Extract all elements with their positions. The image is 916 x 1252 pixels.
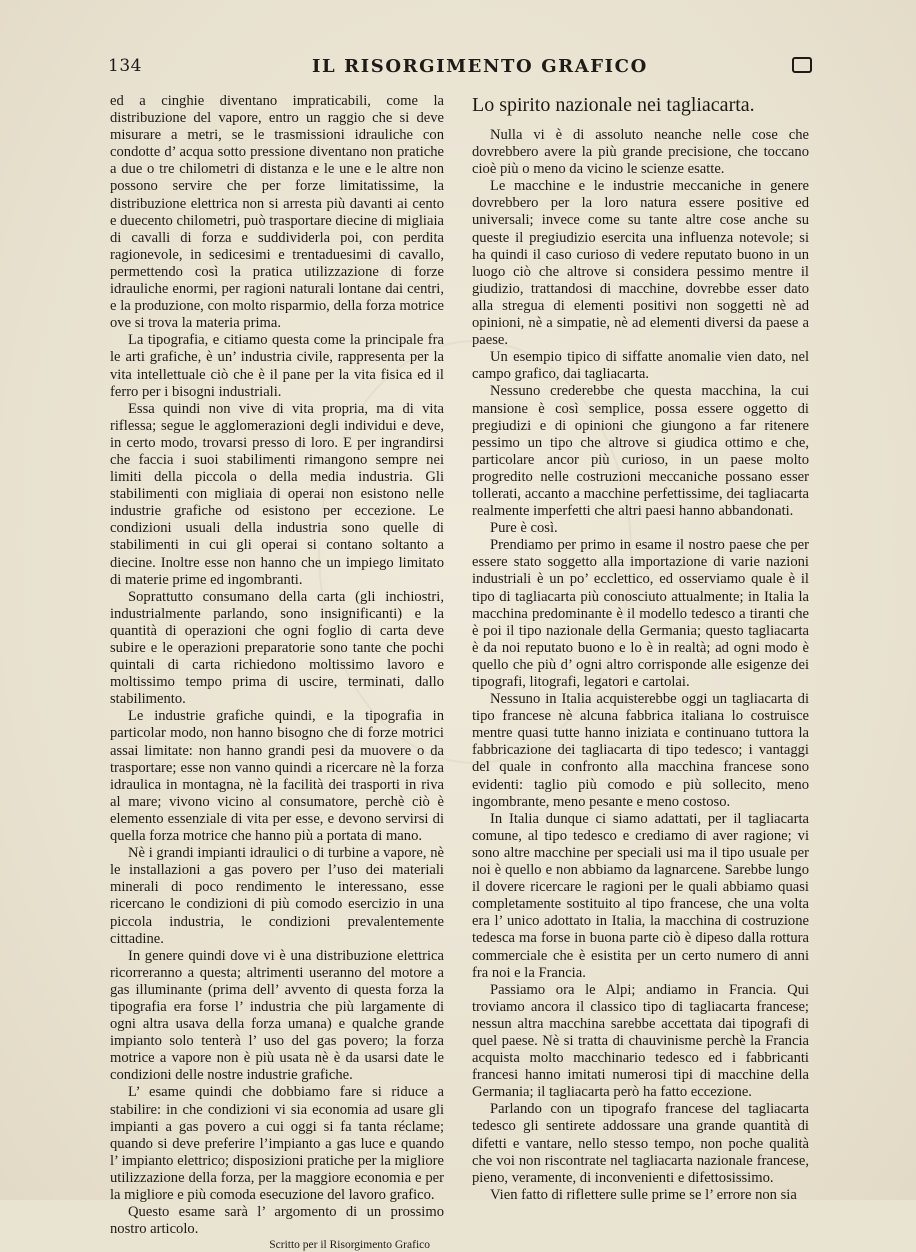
page-header bbox=[108, 56, 812, 80]
paragraph: Essa quindi non vive di vita propria, ma di vita riflessa; segue le agglomerazioni degli individui e deve, in certo modo, trovarsi presso di loro. E per ingrandirsi che faccia i suoi stabilimenti rimangono sempre nei limiti della piccola o della media industria. Gli stabilimenti con migliaia di operai non esistono nelle industrie grafiche od esistono per eccezione. Le condizioni usuali della industria sono quelle di stabilimenti in cui gli operai si contano soltanto a diecine. Inoltre esse non hanno che un impiego limitato di materie prime ed ingombranti. bbox=[110, 400, 444, 588]
right-column bbox=[472, 93, 809, 1204]
paragraph: Prendiamo per primo in esame il nostro paese che per essere stato soggetto alla importazione di varie nazioni industriali è un po’ ecclettico, ed osserviamo quale è il tipo di tagliacarta più conosciuto attualmente; in Italia la macchina predominante è il modello tedesco a tiranti che è poi il tipo nazionale della Germania; questo tagliacarta è da noi reputato buono e lo è in realtà; ad ogni modo è quello che più d’ ogni altro corrisponde alle esigenze dei tipografi, litografi, legatori e cartolai. bbox=[472, 537, 809, 690]
paragraph: L’ esame quindi che dobbiamo fare si riduce a stabilire: in che condizioni vi sia economia ad usare gli impianti a gas povero a cui oggi si fa tanta réclame; quando si deve preferire l’impianto a gas luce e quando l’ impianto elettrico; disposizioni pratiche per la migliore utilizzazione della forza, per la maggiore economia e per la migliore e più comoda esecuzione del lavoro grafico. bbox=[110, 1084, 444, 1203]
paragraph: Passiamo ora le Alpi; andiamo in Francia. Qui troviamo ancora il classico tipo di tagliacarta francese; nessun altra macchina sarebbe accettata dai tipografi di quel paese. Nè si tratta di chauvinisme perchè la Francia acquista molto macchinario tedesco ed i fabbricanti francesi hanno imitati numerosi tipi di macchine della Germania; il tagliacarta però ha fatto eccezione. bbox=[472, 981, 809, 1101]
left-column bbox=[110, 93, 444, 1252]
paragraph: Nulla vi è di assoluto neanche nelle cose che dovrebbero avere la più grande precisione, che toccano cioè più o meno da vicino le scienze esatte. bbox=[472, 127, 809, 178]
paragraph: In Italia dunque ci siamo adattati, per il tagliacarta comune, al tipo tedesco e crediamo di aver ragione; vi sono altre macchine per speciali usi ma il tipo usuale per noi è quello e non abbiamo da lagnarcene. Sarebbe lungo il dovere ricercare le ragioni per le quali abbiamo quasi completamente sostituito al tipo francese, che una volta era l’ unico adottato in Italia, la macchina di costruzione tedesca ma forse in buona parte ciò è dipeso dalla rottura commerciale che è esistita per un certo numero di anni fra noi e la Francia. bbox=[472, 810, 809, 981]
running-title: IL RISORGIMENTO GRAFICO bbox=[312, 56, 648, 77]
article-signature: Scritto per il Risorgimento Grafico bbox=[269, 1239, 430, 1252]
page-number: 134 bbox=[108, 56, 142, 76]
paragraph: Vien fatto di riflettere sulle prime se l’ errore non sia bbox=[490, 1186, 797, 1203]
paragraph: In genere quindi dove vi è una distribuzione elettrica ricorreranno a questa; altrimenti useranno del motore a gas illuminante (prima dell’ avvento di questa forza la tipografia era forse l’ industria che più largamente di ogni altra usava della forza umana) e qualche grande impianto solo tenterà l’ uso del gas povero; la forza motrice a vapore non è più usata nè è da usarsi date le condizioni delle nostre industrie grafiche. bbox=[110, 947, 444, 1084]
paragraph: Le industrie grafiche quindi, e la tipografia in particolar modo, non hanno bisogno che di forze motrici assai limitate: non hanno grandi pesi da muovere o da trasportare; esse non vanno quindi a ricercare nè la forza idraulica in montagna, nè la facilità dei trasporti in riva al mare; vivono vicino al consumatore, perchè ciò è elemento essenziale di vita per esse, e devono servirsi di quella forza motrice che hanno più a portata di mano. bbox=[110, 708, 444, 845]
paragraph: ed a cinghie diventano impraticabili, come la distribuzione del vapore, entro un raggio che si deve misurare a metri, se le trasmissioni idrauliche con condotte d’ acqua sotto pressione diventano non pratiche a due o tre chilometri di distanza e le une e le altre non possono servire che per forze limitatissime, la distribuzione elettrica non si arresta più davanti ai cento e duecento chilometri, può trasportare diecine di migliaia di cavalli di forza e suddividerla poi, con perdita ragionevole, in sedicesimi e trentaduesimi di cavallo, permettendo così la pratica utilizzazione di forze idrauliche enormi, per ragioni naturali lontane dai centri, e la produzione, con molto risparmio, della forza motrice ove si trova la materia prima. bbox=[110, 93, 444, 332]
rectangle-ornament-icon bbox=[792, 57, 812, 73]
paragraph: Nè i grandi impianti idraulici o di turbine a vapore, nè le installazioni a gas povero per l’uso dei materiali minerali di poco rendimento le interessano, esse ricercano le condizioni di più comodo esercizio in una piccola industria, le condizioni prevalentemente cittadine. bbox=[110, 845, 444, 947]
paragraph: Pure è così. bbox=[490, 520, 558, 537]
paragraph: Un esempio tipico di siffatte anomalie vien dato, nel campo grafico, dai tagliacarta. bbox=[472, 349, 809, 383]
paragraph: Questo esame sarà l’ argomento di un prossimo nostro articolo. bbox=[110, 1204, 444, 1238]
paragraph: Parlando con un tipografo francese del tagliacarta tedesco gli sentirete addossare una grande quantità di difetti e vantare, nello stesso tempo, non poche qualità che voi non riscontrate nel tagliacarta nazionale francese, pieno, veramente, di inconvenienti e difettosissimo. bbox=[472, 1101, 809, 1186]
paragraph: La tipografia, e citiamo questa come la principale fra le arti grafiche, è un’ industria civile, rappresenta per la vita intellettuale ciò che è il pane per la vita fisica ed il ferro per i bisogni industriali. bbox=[110, 332, 444, 400]
paragraph: Nessuno crederebbe che questa macchina, la cui mansione è così semplice, possa essere oggetto di pregiudizi e di opinioni che giungono a far ritenere pessimo un tipo che altrove si giudica ottimo e che, particolare ancor più curioso, in un paese molto progredito nelle costruzioni meccaniche possano esser tollerati, accanto a macchine perfettissime, dei tagliacarta realmente imperfetti che altri paesi hanno abbandonati. bbox=[472, 383, 809, 520]
paragraph: Soprattutto consumano della carta (gli inchiostri, industrialmente parlando, sono insignificanti) e la quantità di operazioni che ogni foglio di carta deve subire e le operazioni preparatorie sono tante che pochi quintali di carta richiedono moltissimo lavoro e moltissimo tempo prima di uscire, terminati, dallo stabilimento. bbox=[110, 588, 444, 708]
paragraph: Nessuno in Italia acquisterebbe oggi un tagliacarta di tipo francese nè alcuna fabbrica italiana lo costruisce mentre quasi tutte hanno iniziata e continuano tuttora la fabbricazione dei tagliacarta di tipo tedesco; i vantaggi del quale in confronto alla macchina francese sono evidenti: taglio più comodo e più sollecito, meno ingombrante, meno pesante e meno costoso. bbox=[472, 691, 809, 810]
paragraph: Le macchine e le industrie meccaniche in genere dovrebbero per la loro natura essere positive ed universali; invece come su tante altre cose anche su queste il pregiudizio esercita una influenza notevole; si ha quindi il caso curioso di vedere reputato buono in un luogo ciò che altrove si considera pessimo mentre il giudizio, trattandosi di macchine, dovrebbe esser dato alla stregua di elementi positivi non soggetti nè ad opinioni, nè a simpatie, nè ad elementi diversi da paese a paese. bbox=[472, 178, 809, 349]
article-title: Lo spirito nazionale nei tagliacarta. bbox=[472, 94, 755, 116]
